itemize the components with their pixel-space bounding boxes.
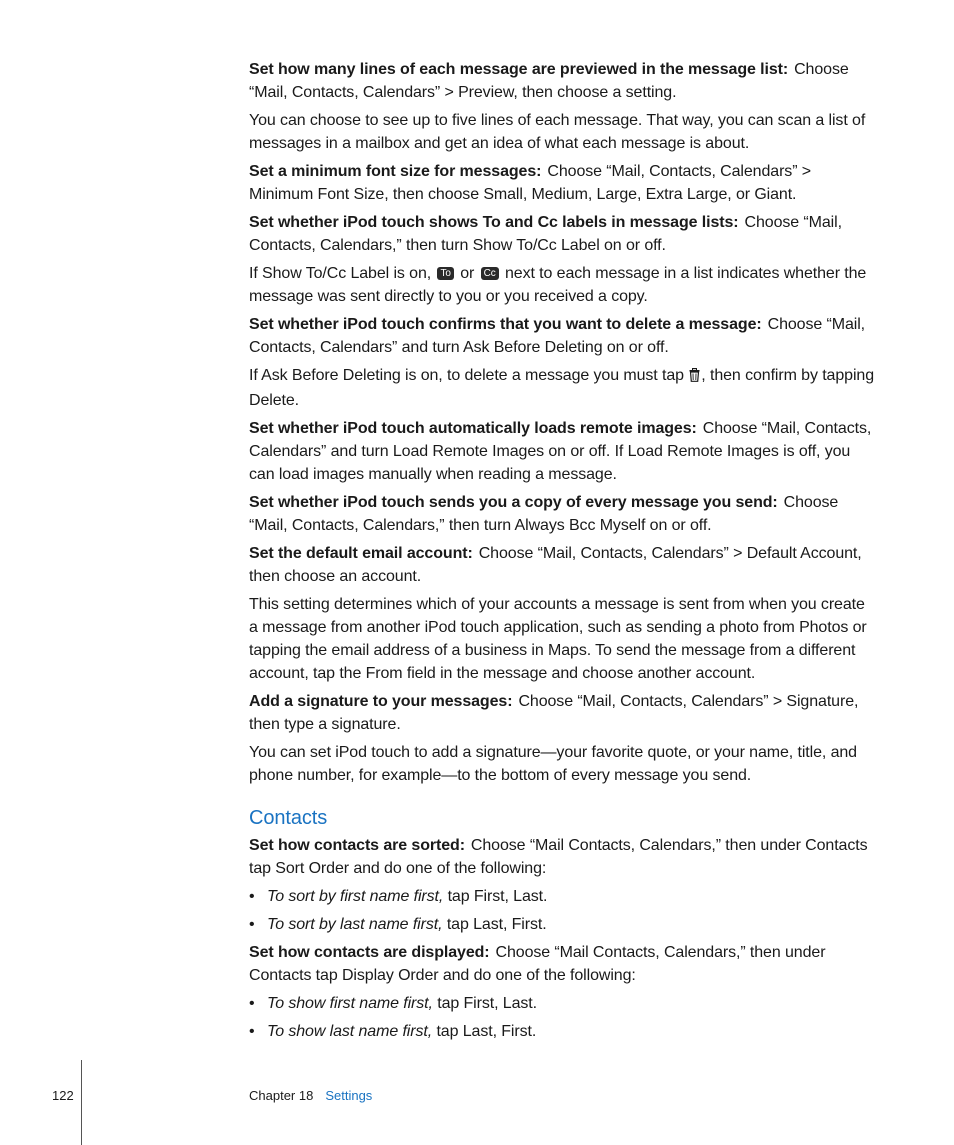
paragraph-lead: Set the default email account: [249, 545, 473, 562]
list-item [249, 992, 877, 1015]
list-item-emphasis: To show first name first, [267, 995, 433, 1012]
paragraph-text: , then confirm by tapping Delete. [249, 367, 875, 409]
bullet-icon: • [249, 1023, 255, 1040]
paragraph-text: Choose “Mail Contacts, Calendars,” then under Contacts tap Sort Order and do one of the following: [249, 837, 868, 877]
paragraph-lead: Set whether iPod touch shows To and Cc labels in message lists: [249, 214, 739, 231]
paragraph-lead: Set how contacts are sorted: [249, 837, 465, 854]
paragraph-contacts-sorted [249, 834, 877, 880]
paragraph-text: If Show To/Cc Label is on, [249, 265, 432, 282]
paragraph-tocc-labels [249, 211, 877, 257]
footer-chapter-label: Chapter 18 [249, 1088, 314, 1103]
paragraph-text: You can choose to see up to five lines of each message. That way, you can scan a list of messages in a mailbox and get an idea of what each message is about. [249, 112, 866, 152]
list-item-emphasis: To sort by first name first, [267, 888, 444, 905]
list-item [249, 885, 877, 908]
bullet-icon: • [249, 995, 255, 1012]
cc-label-icon: Cc [481, 267, 499, 280]
paragraph-text: Choose “Mail, Contacts, Calendars,” then turn Always Bcc Myself on or off. [249, 494, 839, 534]
paragraph-tocc-explain [249, 262, 877, 308]
paragraph-lead: Set a minimum font size for messages: [249, 163, 542, 180]
list-item [249, 913, 877, 936]
paragraph-text: Choose “Mail, Contacts, Calendars” and turn Load Remote Images on or off. If Load Remote Images is off, you can load images manually when reading a message. [249, 420, 872, 483]
paragraph-font-size [249, 160, 877, 206]
section-heading-contacts: Contacts [249, 807, 328, 829]
list-item-text: tap Last, First. [446, 916, 547, 933]
paragraph-text: Choose “Mail Contacts, Calendars,” then under Contacts tap Display Order and do one of the following: [249, 944, 826, 984]
bullet-icon: • [249, 916, 255, 933]
paragraph-default-account [249, 542, 877, 588]
footer-divider [81, 1060, 82, 1145]
paragraph-text: Choose “Mail, Contacts, Calendars” > Signature, then type a signature. [249, 693, 859, 733]
paragraph-text: next to each message in a list indicates whether the message was sent directly to you or you received a copy. [249, 265, 867, 305]
paragraph-text: Choose “Mail, Contacts, Calendars,” then turn Show To/Cc Label on or off. [249, 214, 842, 254]
paragraph-bcc [249, 491, 877, 537]
paragraph-text: or [460, 265, 475, 282]
paragraph-confirm-delete [249, 313, 877, 359]
to-label-icon: To [437, 267, 453, 280]
footer-chapter [249, 1088, 372, 1103]
footer-section-link[interactable]: Settings [325, 1088, 373, 1103]
bullet-icon: • [249, 888, 255, 905]
paragraph-lead: Set how contacts are displayed: [249, 944, 490, 961]
paragraph-text: Choose “Mail, Contacts, Calendars” > Minimum Font Size, then choose Small, Medium, Large, Extra Large, or Giant. [249, 163, 812, 203]
paragraph-lead: Set whether iPod touch automatically loads remote images: [249, 420, 697, 437]
paragraph-remote-images [249, 417, 877, 486]
paragraph-text: Choose “Mail, Contacts, Calendars” > Preview, then choose a setting. [249, 61, 849, 101]
paragraph-delete-explain [249, 364, 877, 412]
paragraph-preview-explain [249, 109, 877, 155]
page-number: 122 [52, 1088, 74, 1103]
paragraph-text: This setting determines which of your accounts a message is sent from when you create a message from another iPod touch application, such as sending a photo from Photos or tapping the email address of a business in Maps. To send the message from a different account, tap the From field in the message and choose another account. [249, 596, 867, 682]
paragraph-lead: Set whether iPod touch confirms that you want to delete a message: [249, 316, 762, 333]
trash-icon [689, 366, 700, 389]
paragraph-text: Choose “Mail, Contacts, Calendars” and turn Ask Before Deleting on or off. [249, 316, 866, 356]
paragraph-lead: Add a signature to your messages: [249, 693, 513, 710]
paragraph-text: Choose “Mail, Contacts, Calendars” > Default Account, then choose an account. [249, 545, 862, 585]
paragraph-lead: Set whether iPod touch sends you a copy of every message you send: [249, 494, 778, 511]
list-item-emphasis: To show last name first, [267, 1023, 433, 1040]
paragraph-signature [249, 690, 877, 736]
list-item [249, 1020, 877, 1043]
paragraph-signature-explain [249, 741, 877, 787]
paragraph-text: If Ask Before Deleting is on, to delete a message you must tap [249, 367, 684, 384]
paragraph-text: You can set iPod touch to add a signature—your favorite quote, or your name, title, and phone number, for example—to the bottom of every message you send. [249, 744, 857, 784]
list-item-text: tap First, Last. [437, 995, 537, 1012]
page-body [249, 58, 877, 1048]
paragraph-lead: Set how many lines of each message are previewed in the message list: [249, 61, 789, 78]
list-item-text: tap First, Last. [447, 888, 548, 905]
paragraph-preview-lines [249, 58, 877, 104]
list-item-emphasis: To sort by last name first, [267, 916, 443, 933]
paragraph-default-account-explain [249, 593, 877, 685]
list-item-text: tap Last, First. [436, 1023, 537, 1040]
paragraph-contacts-displayed [249, 941, 877, 987]
